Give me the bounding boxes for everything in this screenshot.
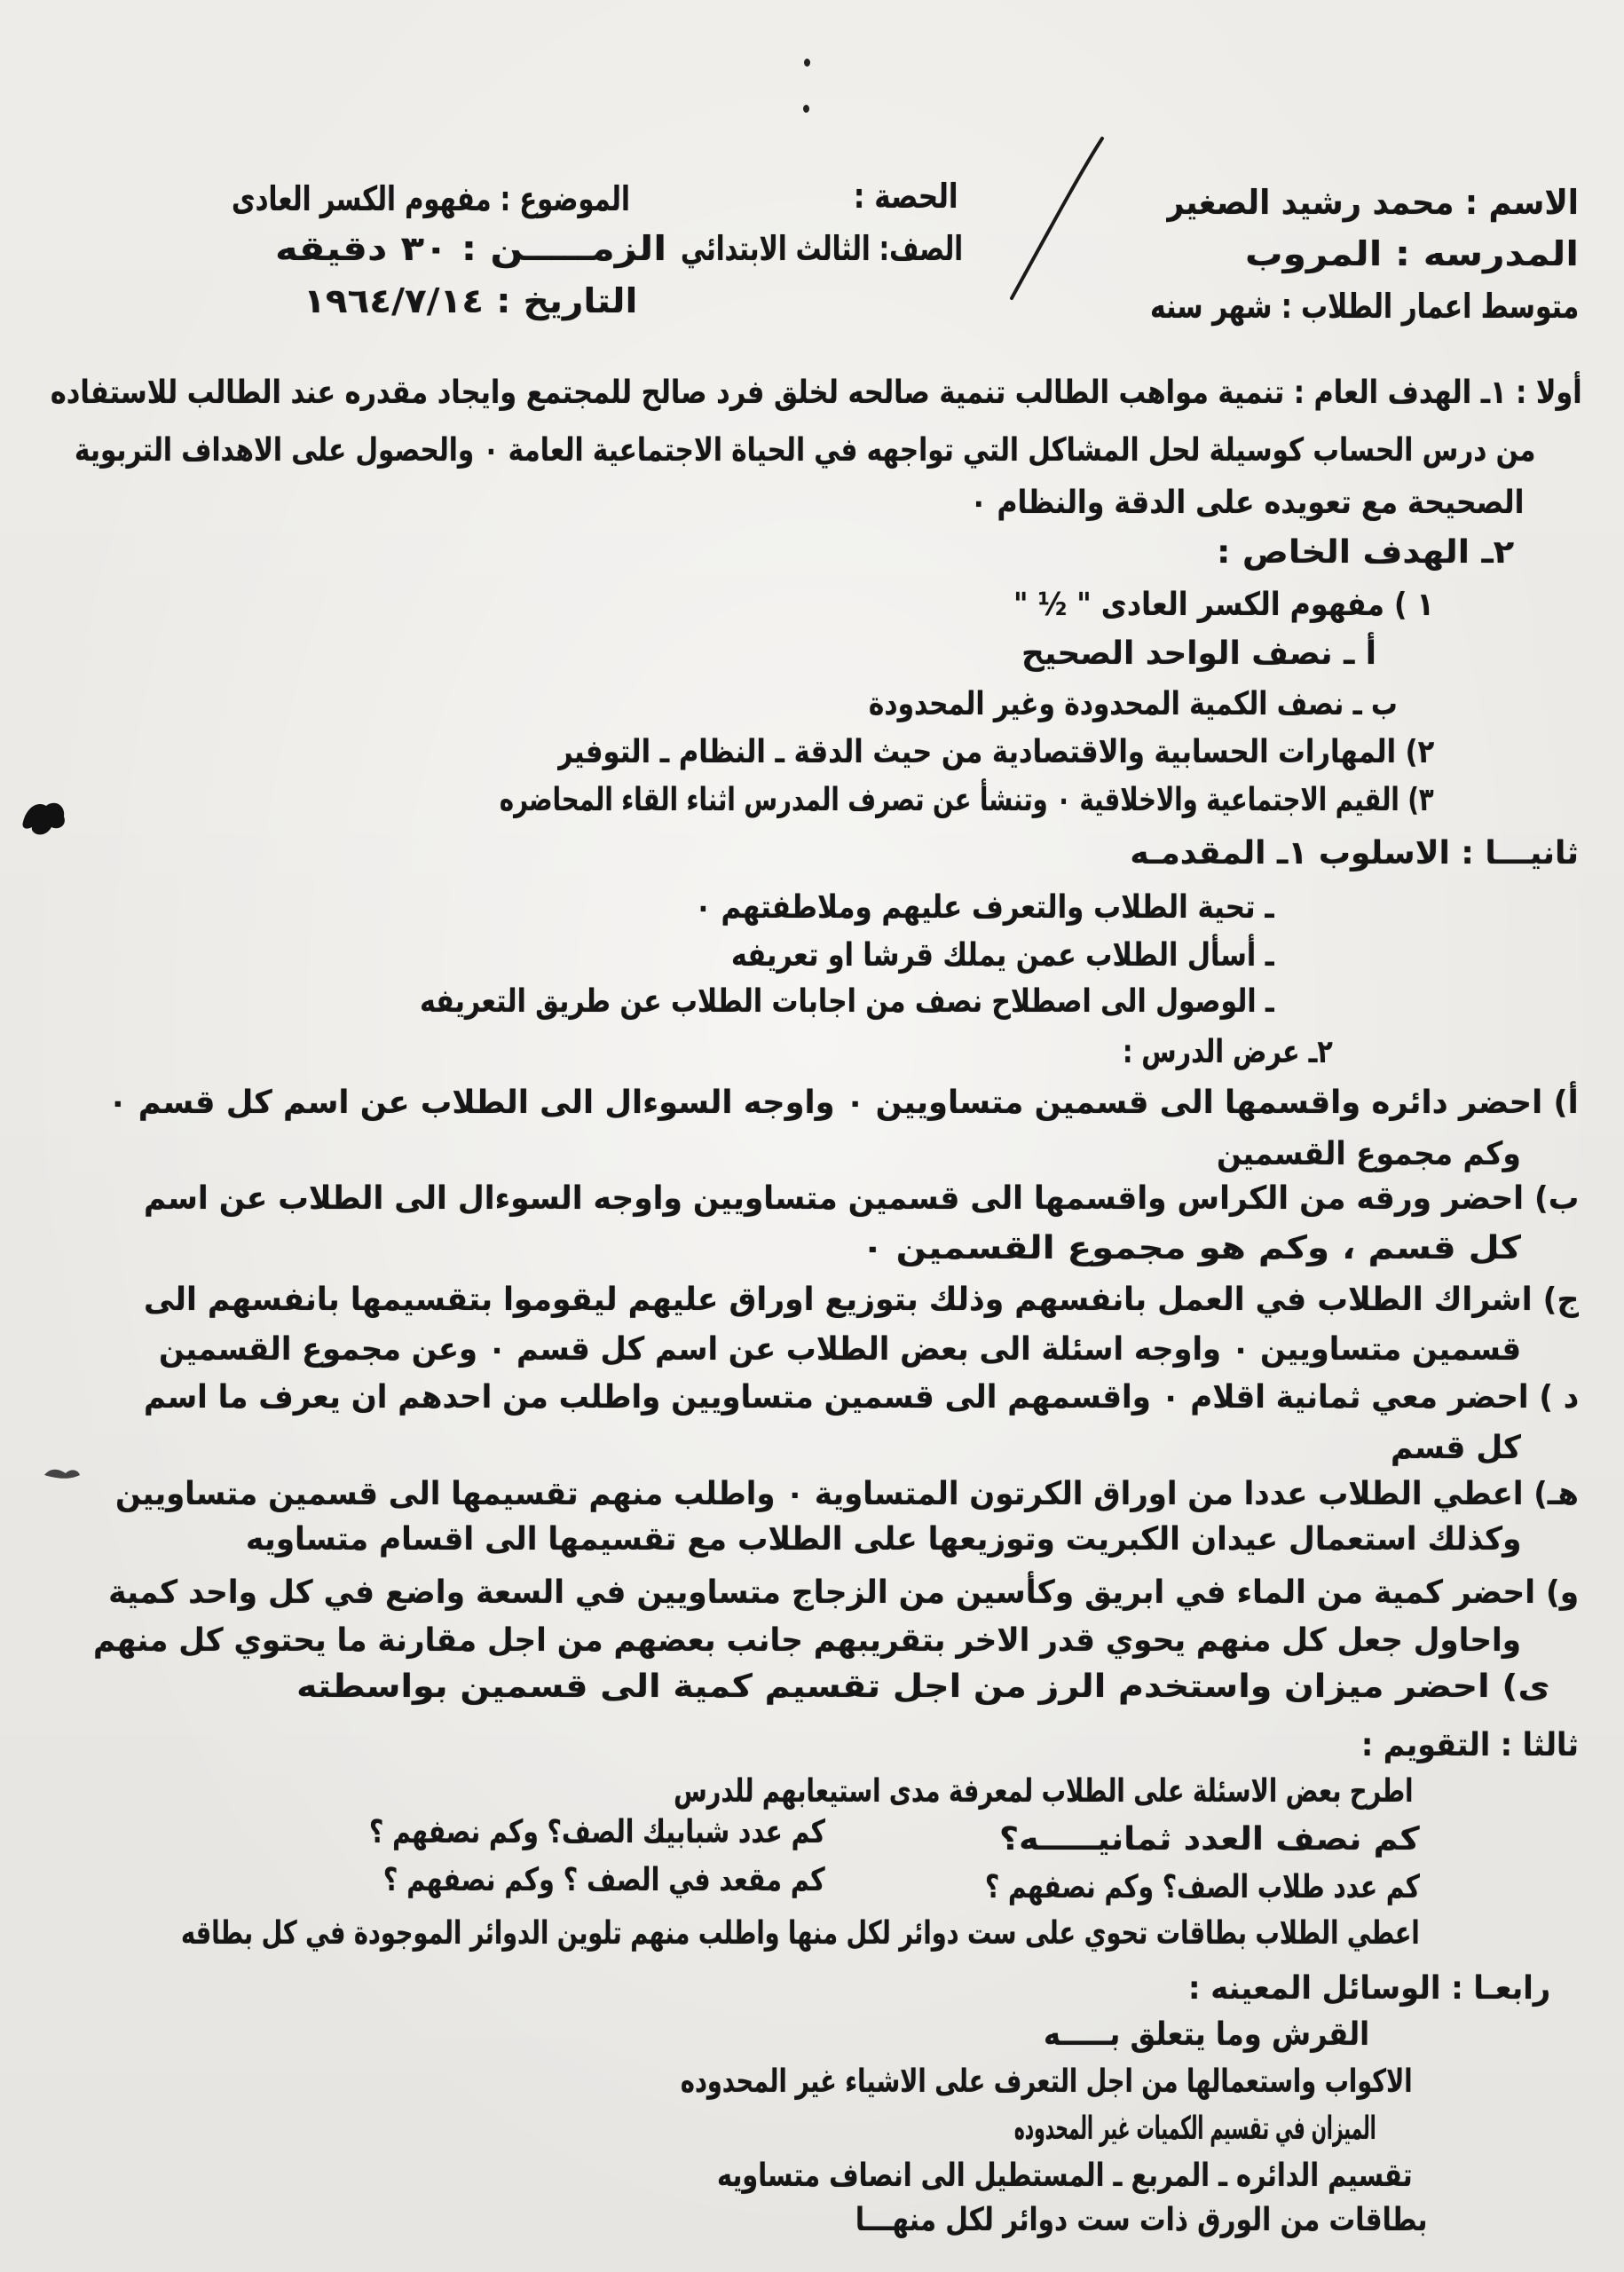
period-label: الحصة :: [854, 177, 958, 216]
step-text: د ) احضر معي ثمانية اقلام ٠ واقسمهم الى قسمين متساويين واطلب من احدهم ان يعرف ما اسم: [144, 1379, 1579, 1416]
duration-line: [275, 225, 666, 272]
evaluation-activity: [181, 1910, 1420, 1958]
step-text: ب) احضر ورقه من الكراس واقسمها الى قسمين متساويين واوجه السوءال الى الطلاب عن اسم: [144, 1180, 1579, 1217]
presentation-step-continuation: [246, 1516, 1521, 1564]
teaching-aids-heading: [1188, 1965, 1550, 2013]
intro-step: [695, 884, 1274, 932]
objective-subitem: ب ـ نصف الكمية المحدودة وغير المحدودة: [869, 686, 1398, 722]
step-text: قسمين متساويين ٠ واوجه اسئلة الى بعض الطلاب عن اسم كل قسم ٠ وعن مجموع القسمين: [159, 1331, 1521, 1368]
objective-item: ٢) المهارات الحسابية والاقتصادية من حيث الدقة ـ النظام ـ التوفير: [557, 734, 1434, 770]
step-text: كل قسم ، وكم هو مجموع القسمين ٠: [862, 1230, 1521, 1266]
section-3-heading: ثالثا : التقويم :: [1361, 1727, 1579, 1763]
presentation-step-continuation: [862, 1225, 1521, 1273]
evaluation-question: [999, 1816, 1420, 1864]
presentation-step: [144, 1374, 1579, 1422]
presentation-step-continuation: [1217, 1131, 1521, 1179]
aid-text: الميزان في تقسيم الكميات غير المحدوده: [1014, 2110, 1376, 2147]
general-objective-line: [970, 479, 1524, 527]
question-text: كم مقعد في الصف ؟ وكم نصفهم ؟: [383, 1862, 825, 1898]
general-objective-line: [51, 369, 1582, 417]
presentation-step-continuation: [93, 1617, 1521, 1665]
aid-text: الاكواب واستعمالها من اجل التعرف على الاشياء غير المحدوده: [681, 2063, 1413, 2100]
lesson-subject: الموضوع : مفهوم الكسر العادى: [232, 179, 630, 218]
ink-smudge: [41, 1459, 83, 1487]
objective-text: من درس الحساب كوسيلة لحل المشاكل التي تواجهه في الحياة الاجتماعية العامة ٠ والحصول على الاهداف التربوية: [75, 432, 1535, 469]
presentation-step-continuation: [1391, 1424, 1521, 1472]
evaluation-question: [369, 1809, 825, 1857]
question-text: كم عدد طلاب الصف؟ وكم نصفهم ؟: [985, 1869, 1420, 1905]
step-text: وكذلك استعمال عيدان الكبريت وتوزيعها على الطلاب مع تقسيمها الى اقسام متساويه: [246, 1521, 1521, 1558]
presentation-step: [144, 1276, 1579, 1324]
intro-step: [420, 978, 1274, 1026]
step-text: و) احضر كمية من الماء في ابريق وكأسين من الزجاج متساويين في السعة واضع في كل واحد كمية: [108, 1574, 1579, 1611]
evaluation-question: [383, 1857, 825, 1905]
step-text: ى) احضر ميزان واستخدم الرز من اجل تقسيم كمية الى قسمين بواسطته: [296, 1668, 1550, 1705]
teaching-aid-item: [681, 2058, 1413, 2106]
specific-objective-item: [557, 729, 1434, 777]
subject-line: [232, 175, 630, 223]
teaching-aid-item: [717, 2152, 1413, 2200]
teaching-aid-item: [1014, 2105, 1376, 2153]
section-1-heading: أولا : ١ـ الهدف العام : تنمية مواهب الطالب تنمية صالحه لخلق فرد صالح للمجتمع وايجاد مقدره عند الطالب للاستفاده: [51, 375, 1582, 411]
evaluation-question: [985, 1864, 1420, 1912]
school-line: [1245, 230, 1579, 278]
specific-objective-subitem: [1021, 630, 1376, 678]
step-text: هـ) اعطي الطلاب عددا من اوراق الكرتون المتساوية ٠ واطلب منهم تقسيمها الى قسمين متساويين: [115, 1476, 1579, 1512]
presentation-step: [108, 1079, 1579, 1127]
question-text: كم عدد شبابيك الصف؟ وكم نصفهم ؟: [369, 1814, 825, 1850]
intro-step-text: ـ الوصول الى اصطلاح نصف من اجابات الطلاب عن طريق التعريفه: [420, 983, 1274, 1020]
objective-subitem: أ ـ نصف الواحد الصحيح: [1021, 635, 1376, 672]
student-age: متوسط اعمار الطلاب : شهر سنه: [1150, 287, 1579, 326]
section-2-heading: ثانيـــا : الاسلوب ١ـ المقدمـه: [1130, 835, 1579, 872]
general-objective-line: [75, 427, 1535, 475]
evaluation-heading: [1361, 1722, 1579, 1770]
presentation-step: [144, 1175, 1579, 1223]
student-age-line: [1150, 282, 1579, 330]
school-name: المدرسه : المروب: [1245, 234, 1579, 273]
step-text: كل قسم: [1391, 1430, 1521, 1466]
specific-objective-item: [500, 777, 1434, 824]
presentation-step: [108, 1569, 1579, 1617]
presentation-heading: [1123, 1029, 1333, 1077]
section-4-heading: رابعـا : الوسائل المعينه :: [1188, 1970, 1550, 2007]
presentation-step: [296, 1663, 1550, 1711]
ink-smudge: [20, 795, 69, 843]
date-line: [304, 277, 637, 325]
teaching-aid-item: [1044, 2011, 1369, 2059]
teacher-name: الاسم : محمد رشيد الصغير: [1166, 183, 1579, 222]
aid-text: بطاقات من الورق ذات ست دوائر لكل منهـــا: [855, 2202, 1427, 2238]
question-text: كم نصف العدد ثمانيـــــه؟: [999, 1821, 1420, 1858]
step-text: واحاول جعل كل منهم يحوي قدر الاخر بتقريبهم جانب بعضهم من اجل مقارنة ما يحتوي كل منهم: [93, 1622, 1521, 1659]
presentation-step: [115, 1471, 1579, 1519]
intro-step: [731, 932, 1274, 980]
instruction-text: اطرح بعض الاسئلة على الطلاب لمعرفة مدى استيعابهم للدرس: [674, 1773, 1413, 1810]
pen-stroke-mark: [1003, 133, 1109, 306]
period-line: [854, 172, 958, 220]
subheading: ٢ـ الهدف الخاص :: [1217, 534, 1514, 571]
aid-text: تقسيم الدائره ـ المربع ـ المستطيل الى انصاف متساويه: [717, 2158, 1413, 2194]
activity-text: اعطي الطلاب بطاقات تحوي على ست دوائر لكل منها واطلب منهم تلوين الدوائر الموجودة في كل بطاقه: [181, 1915, 1420, 1952]
teaching-aid-item: [855, 2197, 1427, 2244]
intro-step-text: ـ تحية الطلاب والتعرف عليهم وملاطفتهم ٠: [695, 889, 1274, 926]
specific-objective-subitem: [869, 681, 1398, 729]
objective-item: ٣) القيم الاجتماعية والاخلاقية ٠ وتنشأ عن تصرف المدرس اثناء القاء المحاضره: [500, 782, 1434, 818]
teacher-name-line: [1166, 178, 1579, 226]
step-text: أ) احضر دائره واقسمها الى قسمين متساويين ٠ واوجه السوءال الى الطلاب عن اسم كل قسم ٠: [108, 1085, 1579, 1121]
subheading: ٢ـ عرض الدرس :: [1123, 1034, 1333, 1070]
grade-line: [681, 225, 963, 272]
method-heading: [1130, 830, 1579, 878]
ink-dot: [803, 105, 809, 113]
grade: الصف: الثالث الابتدائي: [681, 229, 963, 268]
specific-objective-item: [1013, 581, 1434, 629]
step-text: وكم مجموع القسمين: [1217, 1136, 1521, 1172]
ink-dot: [804, 59, 810, 67]
lesson-duration: الزمـــــن : ٣٠ دقيقه: [275, 229, 666, 268]
presentation-step-continuation: [159, 1326, 1521, 1374]
aid-text: القرش وما يتعلق بـــــه: [1044, 2016, 1369, 2053]
lesson-date: التاريخ : ١٩٦٤/٧/١٤: [304, 281, 637, 320]
step-text: ج) اشراك الطلاب في العمل بانفسهم وذلك بتوزيع اوراق عليهم ليقوموا بتقسيمها بانفسهم الى: [144, 1282, 1579, 1318]
specific-objective-heading: [1217, 529, 1514, 577]
objective-text: الصحيحة مع تعويده على الدقة والنظام ٠: [970, 485, 1524, 521]
intro-step-text: ـ أسأل الطلاب عمن يملك قرشا او تعريفه: [731, 937, 1274, 974]
objective-item: ١ ) مفهوم الكسر العادى " ½ ": [1013, 587, 1434, 623]
